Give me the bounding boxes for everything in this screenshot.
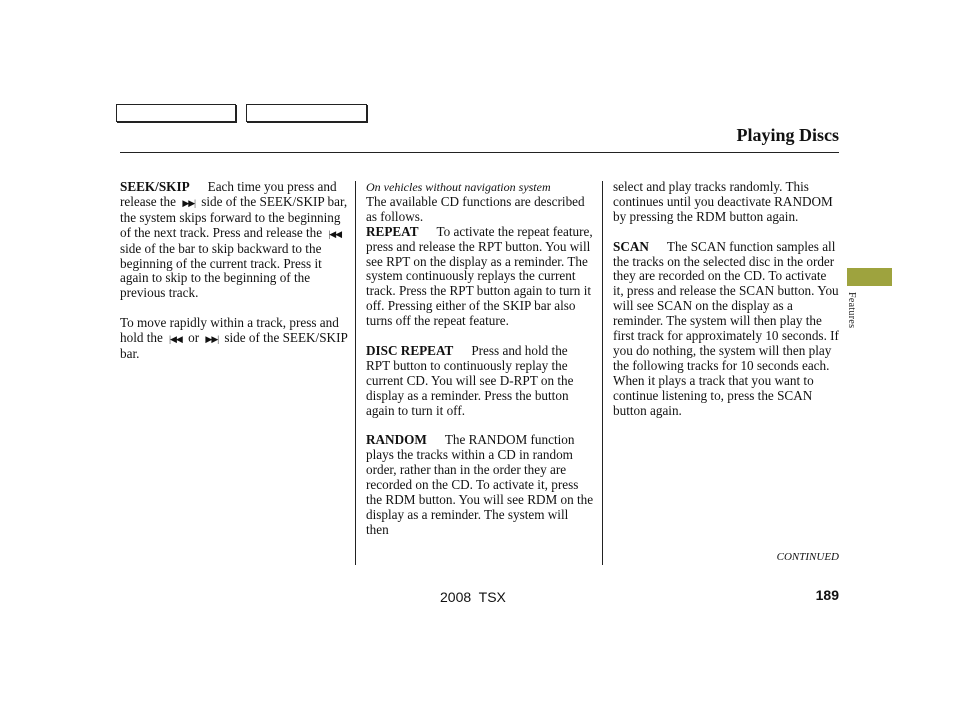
repeat-heading: REPEAT xyxy=(366,223,419,239)
column-middle xyxy=(366,180,594,538)
repeat-text: To activate the repeat feature, press and release the RPT button. You will see RPT on the display as a reminder. The system continuously replays the current track. Press the RPT button again to turn it off. Pressing either of the SKIP bar also turns off the repeat feature. xyxy=(366,223,593,329)
fast-move-text-2: side of the SEEK/SKIP bar. xyxy=(120,330,348,361)
disc-repeat-text: Press and hold the RPT button to continuously replay the current CD. You will see D-RPT on the display as a reminder. Press the button again to turn it off. xyxy=(366,342,574,418)
scan-heading: SCAN xyxy=(613,238,649,254)
fast-move-paragraph xyxy=(120,316,348,362)
disc-repeat-heading: DISC REPEAT xyxy=(366,342,454,358)
skip-back-icon: |◀◀ xyxy=(169,334,182,345)
seek-skip-text-2: side of the SEEK/SKIP bar, the system skips forward to the beginning of the next track. Press and release the xyxy=(120,193,348,240)
random-heading: RANDOM xyxy=(366,432,427,448)
skip-forward-icon: ▶▶| xyxy=(182,197,195,208)
page-title: Playing Discs xyxy=(736,125,839,145)
seek-skip-text-1: Each time you press and release the xyxy=(120,179,337,209)
header-tab-box-2 xyxy=(246,104,367,122)
seek-skip-heading: SEEK/SKIP xyxy=(120,179,190,194)
random-continued-text: select and play tracks randomly. This continues until you deactivate RANDOM by pressing the RDM button again. xyxy=(613,179,833,224)
page-number: 189 xyxy=(815,587,839,603)
fast-move-text-1: To move rapidly within a track, press and hold the xyxy=(120,315,339,346)
repeat-paragraph xyxy=(366,225,594,329)
column-left xyxy=(120,180,348,362)
title-divider xyxy=(120,152,839,153)
column-divider-1 xyxy=(355,181,356,565)
column-right xyxy=(613,180,839,418)
column-divider-2 xyxy=(602,181,603,565)
functions-intro: The available CD functions are described as follows. xyxy=(366,193,585,224)
seek-skip-paragraph xyxy=(120,180,348,301)
disc-repeat-paragraph xyxy=(366,344,594,419)
model-label: 2008 TSX xyxy=(440,589,506,605)
navigation-note: On vehicles without navigation system xyxy=(366,180,551,194)
scan-paragraph xyxy=(613,240,839,419)
fast-move-or: or xyxy=(188,330,200,346)
skip-forward-icon: ▶▶| xyxy=(205,334,219,345)
random-paragraph xyxy=(366,433,594,537)
scan-text: The SCAN function samples all the tracks on the selected disc in the order they are recorded on the CD. To activate it, press and release the SCAN button. You will see SCAN on the display as a reminder. The system will then play the first track for approximately 10 seconds. If you do nothing, the system will then play the following tracks for 10 seconds each. When it plays a track that you want to continue listening to, press the SCAN button again. xyxy=(613,238,839,418)
section-tab-marker xyxy=(847,268,892,286)
skip-back-icon: |◀◀ xyxy=(328,228,342,239)
seek-skip-text-3: side of the bar to skip backward to the beginning of the current track. Press it again to skip to the beginning of the previous track. xyxy=(120,240,322,301)
section-label: Features xyxy=(846,292,857,329)
random-text: The RANDOM function plays the tracks within a CD in random order, rather than in the order they are recorded on the CD. To activate it, press the RDM button. You will see RDM on the display as a reminder. The system will then xyxy=(366,432,594,537)
header-tab-box-1 xyxy=(116,104,236,122)
continued-label: CONTINUED xyxy=(776,551,839,563)
